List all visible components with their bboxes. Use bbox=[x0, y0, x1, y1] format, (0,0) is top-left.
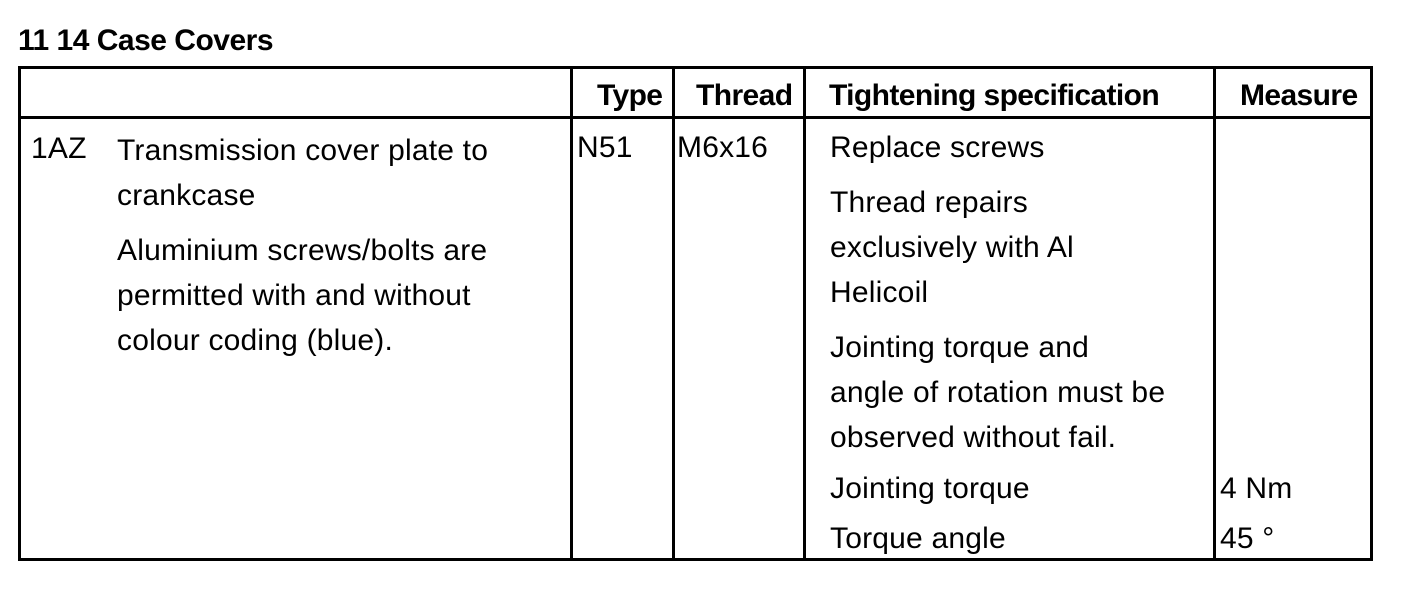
description-line: Transmission cover plate to bbox=[117, 134, 489, 167]
header-thread: Thread bbox=[696, 79, 793, 112]
column-divider bbox=[570, 69, 573, 558]
row-code: 1AZ bbox=[31, 132, 87, 165]
spec-line: Jointing torque and bbox=[830, 331, 1089, 364]
column-divider bbox=[1213, 69, 1216, 558]
row-description bbox=[117, 128, 488, 363]
spec-table bbox=[18, 66, 1373, 561]
spec-line: observed without fail. bbox=[830, 421, 1117, 454]
jointing-torque-value: 4 Nm bbox=[1220, 472, 1293, 505]
spec-line: exclusively with Al bbox=[830, 231, 1074, 264]
spec-line: angle of rotation must be bbox=[830, 376, 1166, 409]
header-measure: Measure bbox=[1240, 79, 1358, 112]
header-type: Type bbox=[597, 79, 663, 112]
description-line: Aluminium screws/bolts are bbox=[117, 234, 488, 267]
description-line: crankcase bbox=[117, 179, 256, 212]
spec-line: Replace screws bbox=[830, 131, 1045, 164]
torque-angle-value: 45 ° bbox=[1220, 522, 1275, 555]
header-divider bbox=[21, 116, 1370, 119]
spec-line: Thread repairs bbox=[830, 186, 1028, 219]
column-divider bbox=[803, 69, 806, 558]
section-title: 11 14 Case Covers bbox=[18, 24, 274, 57]
row-type: N51 bbox=[577, 131, 633, 164]
row-tightening-specification bbox=[830, 125, 1165, 460]
column-divider bbox=[672, 69, 675, 558]
torque-angle-label: Torque angle bbox=[830, 522, 1006, 555]
jointing-torque-label: Jointing torque bbox=[830, 472, 1030, 505]
description-line: permitted with and without bbox=[117, 279, 471, 312]
header-tightening-specification: Tightening specification bbox=[829, 79, 1160, 112]
row-thread: M6x16 bbox=[677, 131, 769, 164]
spec-line: Helicoil bbox=[830, 276, 929, 309]
description-line: colour coding (blue). bbox=[117, 324, 394, 357]
